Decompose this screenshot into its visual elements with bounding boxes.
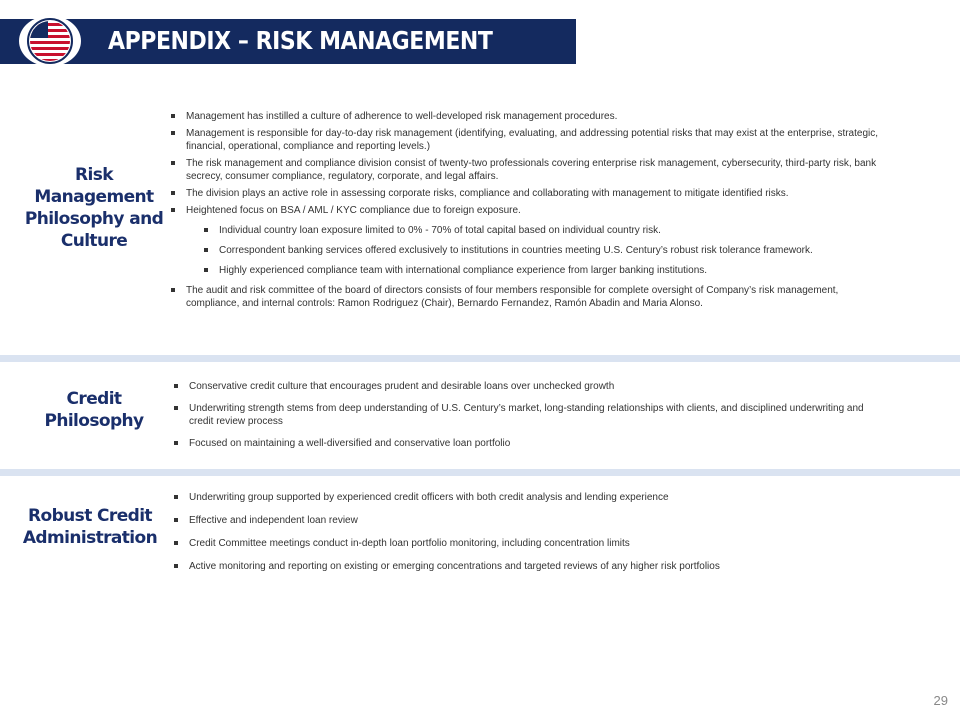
list-item: Effective and independent loan review	[174, 514, 864, 527]
section-label-credit: Credit Philosophy	[44, 389, 144, 431]
credit-bullet-list	[174, 380, 864, 450]
list-item: Credit Committee meetings conduct in-depth loan portfolio monitoring, including concentration limits	[174, 537, 864, 550]
page-title: APPENDIX – RISK MANAGEMENT	[108, 26, 493, 55]
list-item: The risk management and compliance division consist of twenty-two professionals covering enterprise risk management, cybersecurity, third-party risk, bank secrecy, consumer compliance, regulatory, corporate, and legal affairs.	[171, 157, 891, 183]
list-item: Management has instilled a culture of adherence to well-developed risk management procedures.	[171, 110, 891, 123]
list-item: Individual country loan exposure limited to 0% - 70% of total capital based on individual country risk.	[204, 224, 891, 237]
section-divider	[0, 355, 960, 362]
list-item: Heightened focus on BSA / AML / KYC compliance due to foreign exposure.	[171, 204, 891, 217]
admin-bullet-list	[174, 491, 864, 573]
list-item: Highly experienced compliance team with international compliance experience from larger banking institutions.	[204, 264, 891, 277]
list-item: Underwriting group supported by experienced credit officers with both credit analysis and lending experience	[174, 491, 864, 504]
risk-bullet-list	[171, 110, 891, 310]
section-label-admin: Robust Credit Administration	[22, 506, 158, 548]
page-number: 29	[933, 693, 948, 708]
list-item: Focused on maintaining a well-diversified and conservative loan portfolio	[174, 437, 864, 450]
list-item: Correspondent banking services offered exclusively to institutions in countries meeting U.S. Century’s robust risk tolerance framework.	[204, 244, 891, 257]
section-divider	[0, 469, 960, 476]
list-item: Active monitoring and reporting on existing or emerging concentrations and targeted reviews of any higher risk portfolios	[174, 560, 864, 573]
list-item: Management is responsible for day-to-day risk management (identifying, evaluating, and addressing potential risks that may exist at the enterprise, strategic, financial, operational, compliance and reporting levels.)	[171, 127, 891, 153]
flag-logo-icon	[18, 15, 82, 67]
list-item: Underwriting strength stems from deep understanding of U.S. Century’s market, long-standing relationships with clients, and disciplined underwriting and credit review process	[174, 402, 864, 428]
list-item: The audit and risk committee of the board of directors consists of four members responsible for complete oversight of Company’s risk management, compliance, and internal controls: Ramon Rodriguez (Chair), Bernardo Fernandez, Ramón Abadin and Maria Alonso.	[171, 284, 891, 310]
list-item: The division plays an active role in assessing corporate risks, compliance and collaborating with management to mitigate identified risks.	[171, 187, 891, 200]
list-item: Conservative credit culture that encourages prudent and desirable loans over unchecked growth	[174, 380, 864, 393]
section-label-risk: Risk Management Philosophy and Culture	[24, 165, 164, 251]
